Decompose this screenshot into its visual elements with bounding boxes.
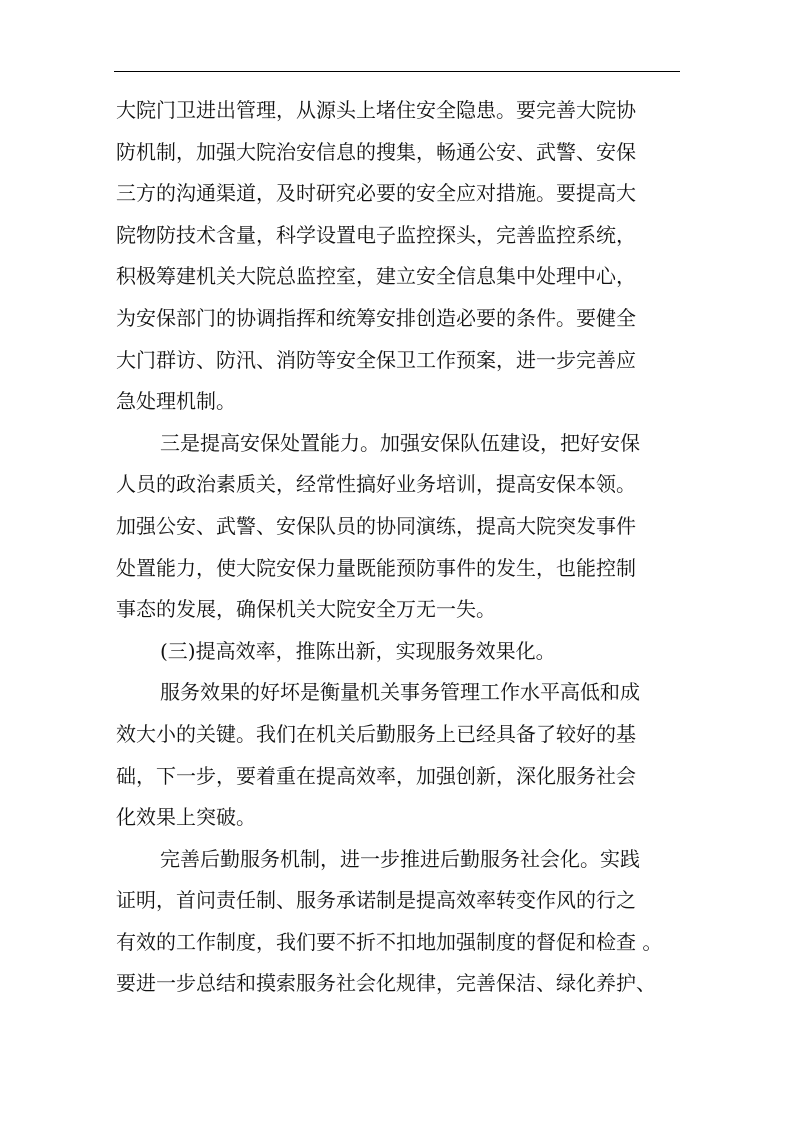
section-heading: (三)提高效率，推陈出新，实现服务效果化。 <box>160 638 556 663</box>
document-body <box>116 90 686 1005</box>
text-line: 院物防技术含量，科学设置电子监控探头，完善监控系统， <box>116 222 636 247</box>
text-line: 证明，首问责任制、服务承诺制是提高效率转变作风的行之 <box>116 888 636 913</box>
paragraph-first-line: 服务效果的好坏是衡量机关事务管理工作水平高低和成 <box>160 680 640 705</box>
text-line: 有效的工作制度，我们要不折不扣地加强制度的督促和检查 。 <box>116 929 663 954</box>
text-line: 化效果上突破。 <box>116 805 256 830</box>
header-rule <box>114 71 680 72</box>
text-line: 三方的沟通渠道，及时研究必要的安全应对措施。要提高大 <box>116 181 636 206</box>
text-line: 防机制，加强大院治安信息的搜集，畅通公安、武警、安保 <box>116 139 636 164</box>
text-line: 效大小的关键。我们在机关后勤服务上已经具备了较好的基 <box>116 721 636 746</box>
paragraph-first-line: 三是提高安保处置能力。加强安保队伍建设，把好安保 <box>160 430 640 455</box>
text-line: 事态的发展，确保机关大院安全万无一失。 <box>116 597 496 622</box>
text-line: 急处理机制。 <box>116 389 236 414</box>
text-line: 处置能力，使大院安保力量既能预防事件的发生，也能控制 <box>116 555 636 580</box>
text-line: 础，下一步，要着重在提高效率，加强创新，深化服务社会 <box>116 763 636 788</box>
text-line: 大院门卫进出管理，从源头上堵住安全隐患。要完善大院协 <box>116 98 636 122</box>
text-line: 要进一步总结和摸索服务社会化规律，完善保洁、绿化养护、 <box>116 971 656 996</box>
text-line: 大门群访、防汛、消防等安全保卫工作预案，进一步完善应 <box>116 347 636 372</box>
text-line: 为安保部门的协调指挥和统筹安排创造必要的条件。要健全 <box>116 305 636 330</box>
text-line: 人员的政治素质关，经常性搞好业务培训，提高安保本领。 <box>116 472 636 497</box>
text-line: 加强公安、武警、安保队员的协同演练，提高大院突发事件 <box>116 513 636 538</box>
paragraph-first-line: 完善后勤服务机制，进一步推进后勤服务社会化。实践 <box>160 846 640 871</box>
text-line: 积极筹建机关大院总监控室，建立安全信息集中处理中心， <box>116 264 636 289</box>
